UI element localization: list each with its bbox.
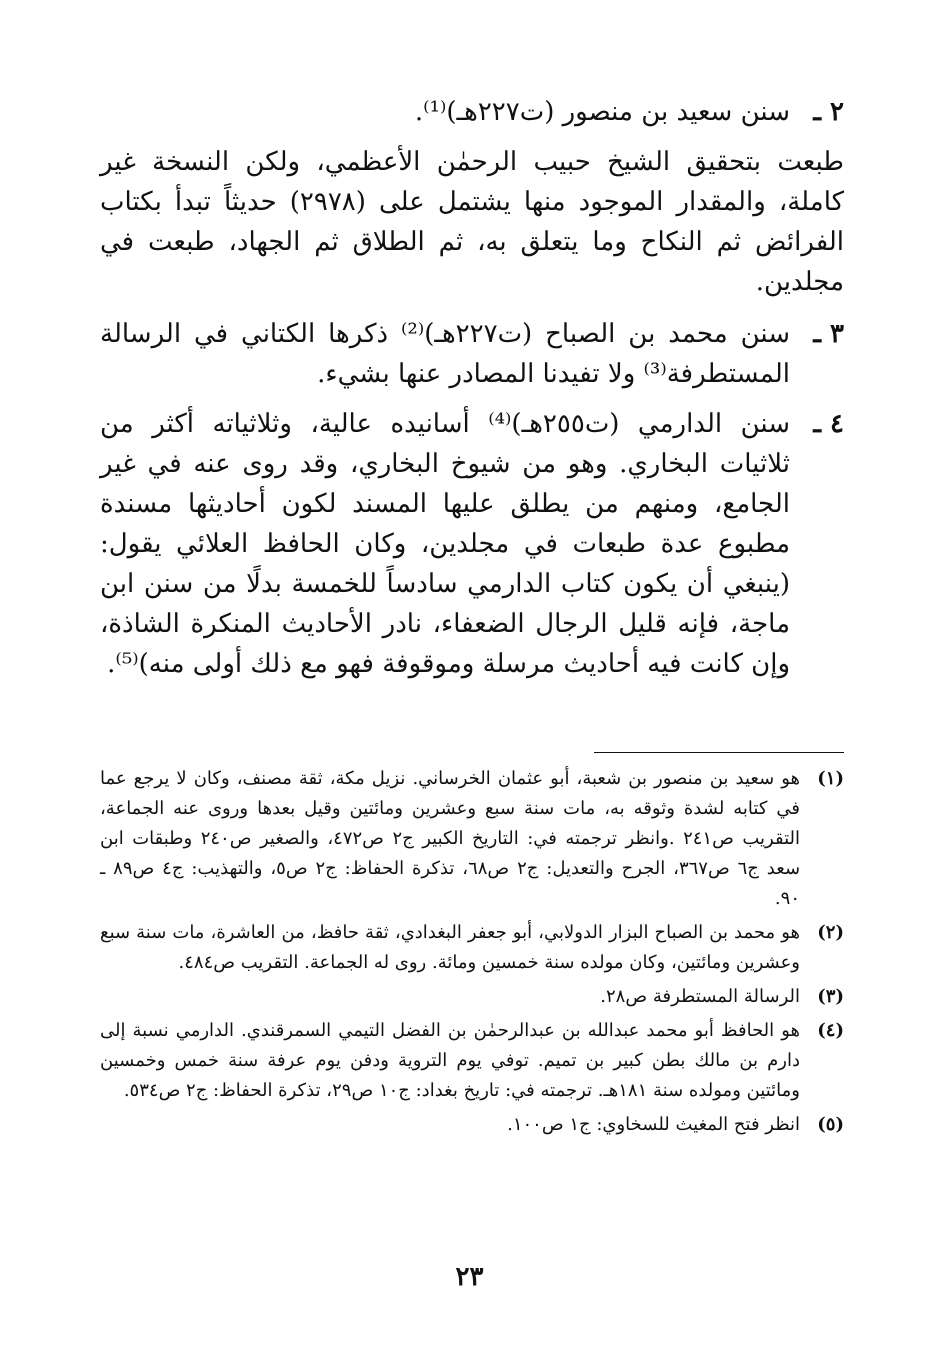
footnotes bbox=[100, 764, 844, 1144]
footnote bbox=[100, 982, 844, 1012]
footnote-number: (٤) bbox=[817, 1020, 844, 1041]
footnote-number: (٣) bbox=[817, 986, 844, 1007]
item-number: ٤ ـ bbox=[813, 409, 844, 439]
footnote bbox=[100, 1016, 844, 1106]
footnote-text: هو الحافظ أبو محمد عبدالله بن عبدالرحمٰن بن الفضل التيمي السمرقندي. الدارمي نسبة إلى دارم بن مالك بطن كبير بن تميم. توفي يوم التروية ودفن يوم عرفة سنة خمس وخمسين ومائتين ومولده سنة ١٨١هـ. ترجمته في: تاريخ بغداد: ج١٠ ص٢٩، تذكرة الحفاظ: ج٢ ص٥٣٤. bbox=[100, 1020, 800, 1101]
footnote-number: (١) bbox=[817, 768, 844, 789]
page-number: ٢٣ bbox=[455, 1262, 484, 1292]
item-heading: سنن سعيد بن منصور (ت٢٢٧هـ)⁽¹⁾. bbox=[414, 97, 790, 127]
item-body: سنن الدارمي (ت٢٥٥هـ)⁽⁴⁾ أسانيده عالية، وثلاثياته أكثر من ثلاثيات البخاري. وهو من شيوخ البخاري، وقد روى عنه في غير الجامع، ومنهم من يطلق عليها المسند لكون أحاديثها مسندة مطبوع عدة طبعات في مجلدين، وكان الحافظ العلائي يقول: (ينبغي أن يكون كتاب الدارمي سادساً للخمسة بدلًا من سنن ابن ماجة، فإنه قليل الرجال الضعفاء، نادر الأحاديث المنكرة الشاذة، وإن كانت فيه أحاديث مرسلة وموقوفة فهو مع ذلك أولى منه)⁽⁵⁾. bbox=[100, 409, 790, 679]
item-number: ٣ ـ bbox=[813, 319, 844, 349]
item-body: سنن محمد بن الصباح (ت٢٢٧هـ)⁽²⁾ ذكرها الكتاني في الرسالة المستطرفة⁽³⁾ ولا تفيدنا المصادر عنها بشيء. bbox=[100, 319, 790, 389]
footnote bbox=[100, 764, 844, 914]
main-text bbox=[100, 92, 844, 694]
footnote-text: هو محمد بن الصباح البزار الدولابي، أبو جعفر البغدادي، ثقة حافظ، من العاشرة، مات سنة سبع وعشرين ومائتين، وكان مولده سنة خمسين ومائة. روى له الجماعة. التقريب ص٤٨٤. bbox=[100, 922, 800, 973]
item-number: ٢ ـ bbox=[813, 97, 844, 127]
item-paragraph: طبعت بتحقيق الشيخ حبيب الرحمٰن الأعظمي، ولكن النسخة غير كاملة، والمقدار الموجود منها يشتمل على (٢٩٧٨) حديثاً تبدأ بكتاب الفرائض ثم النكاح وما يتعلق به، ثم الطلاق ثم الجهاد، طبعت في مجلدين. bbox=[100, 147, 844, 297]
footnote-text: الرسالة المستطرفة ص٢٨. bbox=[600, 986, 800, 1007]
footnote-separator bbox=[594, 752, 844, 753]
item-body bbox=[100, 92, 790, 132]
footnote bbox=[100, 918, 844, 978]
footnote-number: (٥) bbox=[817, 1114, 844, 1135]
list-item-3 bbox=[100, 314, 844, 394]
footnote-number: (٢) bbox=[817, 922, 844, 943]
list-item-4 bbox=[100, 404, 844, 684]
footnote-text: انظر فتح المغيث للسخاوي: ج١ ص١٠٠. bbox=[507, 1114, 800, 1135]
footnote-text: هو سعيد بن منصور بن شعبة، أبو عثمان الخرساني. نزيل مكة، ثقة مصنف، وكان لا يرجع عما في كتابه لشدة وثوقه به، مات سنة سبع وعشرين ومائتين وقيل بعدها وروى عنه الجماعة، التقريب ص٢٤١ .وانظر ترجمته في: التاريخ الكبير ج٢ ص٤٧٢، والصغير ص٢٤٠ وطبقات ابن سعد ج٦ ص٣٦٧، الجرح والتعديل: ج٢ ص٦٨، تذكرة الحفاظ: ج٢ ص٥، والتهذيب: ج٤ ص٨٩ ـ ٩٠. bbox=[100, 768, 801, 909]
list-item-2 bbox=[100, 92, 844, 132]
footnote bbox=[100, 1110, 844, 1140]
